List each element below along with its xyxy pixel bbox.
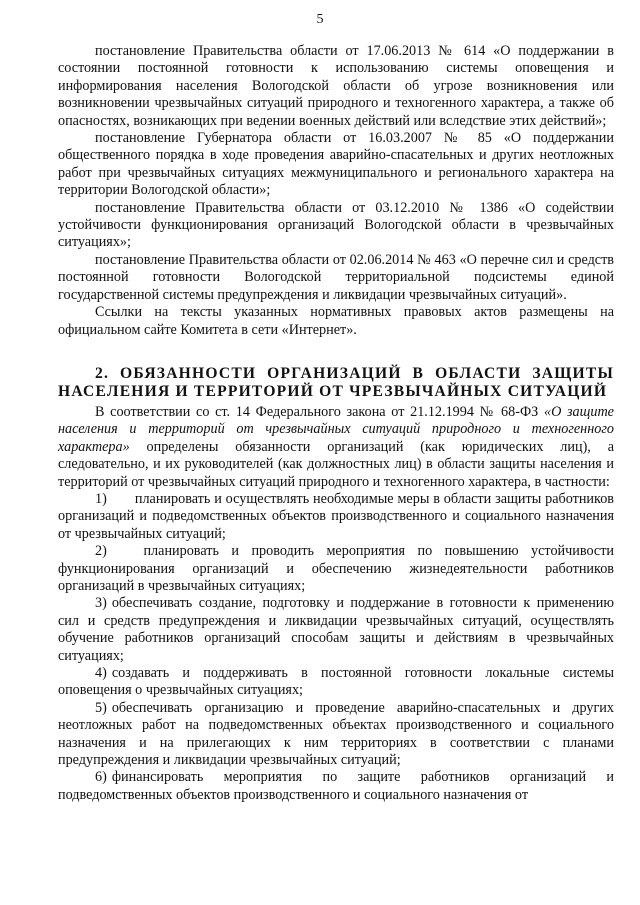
paragraph-decree-1386: постановление Правительства области от 03.12.2010 № 1386 «О содействии устойчивости функционирования организаций Вологодской области в чрезвычайных ситуациях»; bbox=[58, 199, 614, 251]
list-item-text: финансировать мероприятия по защите работников организаций и подведомственных объектов производственного и социального назначения от bbox=[58, 769, 614, 803]
list-item-2 bbox=[58, 543, 614, 595]
list-item-number: 1) bbox=[95, 490, 107, 507]
list-item-text: создавать и поддерживать в постоянной готовности локальные системы оповещения о чрезвычайных ситуациях; bbox=[58, 665, 614, 699]
intro-text-after: определены обязанности организаций (как юридических лиц), а следовательно, и их руководителей (как должностных лиц) в области защиты населения и территорий от чрезвычайных ситуаций природного и техногенного характера, в частности: bbox=[58, 438, 614, 490]
list-item-text: планировать и проводить мероприятия по повышению устойчивости функционирования организаций и обеспечению жизнедеятельности работников организаций в чрезвычайных ситуациях; bbox=[58, 543, 615, 594]
page-number: 5 bbox=[316, 12, 324, 27]
document-body bbox=[58, 43, 614, 804]
intro-text-before: В соответствии со ст. 14 Федерального закона от 21.12.1994 № 68-ФЗ bbox=[95, 403, 544, 420]
list-item-1 bbox=[58, 491, 614, 543]
section-heading: 2. ОБЯЗАННОСТИ ОРГАНИЗАЦИЙ В ОБЛАСТИ ЗАЩИТЫ НАСЕЛЕНИЯ И ТЕРРИТОРИЙ ОТ ЧРЕЗВЫЧАЙНЫХ СИТУАЦИЙ bbox=[58, 364, 614, 400]
list-item-text: планировать и осуществлять необходимые меры в области защиты работников организаций и подведомственных объектов производственного и социального назначения от чрезвычайных ситуаций; bbox=[58, 490, 614, 542]
list-item-number: 4) bbox=[95, 665, 107, 681]
law-title: «О защите населения и территорий от чрезвычайных ситуаций природного и техногенного характера» bbox=[58, 403, 614, 455]
list-item-6 bbox=[58, 769, 614, 804]
list-item-text: обеспечивать организацию и проведение аварийно-спасательных и других неотложных работ на подведомственных объектах производственного и социального назначения и на прилегающих к ним территориях в соответствии с планами предупреждения и ликвидации чрезвычайных ситуаций; bbox=[58, 699, 614, 769]
list-item-number: 6) bbox=[95, 769, 107, 786]
list-item-3 bbox=[58, 595, 614, 665]
list-item-5 bbox=[58, 700, 614, 770]
paragraph-decree-463: постановление Правительства области от 02.06.2014 № 463 «О перечне сил и средств постоянной готовности Вологодской территориальной подсистемы единой государственной системы предупреждения и ликвидации чрезвычайных ситуаций». bbox=[58, 251, 614, 303]
list-item-4 bbox=[58, 665, 614, 700]
list-item-number: 2) bbox=[95, 543, 107, 560]
paragraph-decree-614: постановление Правительства области от 17.06.2013 № 614 «О поддержании в состоянии постоянной готовности к использованию системы оповещения и информирования населения Вологодской области об угрозе возникновения или возникновении чрезвычайных ситуаций природного и техногенного характера, а также об опасностях, возникающих при ведении военных действий или вследствие этих действий»; bbox=[58, 43, 614, 129]
list-item-number: 3) bbox=[95, 595, 107, 612]
paragraph-decree-85: постановление Губернатора области от 16.03.2007 № 85 «О поддержании общественного порядка в ходе проведения аварийно-спасательных и других неотложных работ при чрезвычайных ситуациях межмуниципального и регионального характера на территории Вологодской области»; bbox=[58, 130, 614, 199]
paragraph-links-note: Ссылки на тексты указанных нормативных правовых актов размещены на официальном сайте Комитета в сети «Интернет». bbox=[58, 304, 614, 338]
section-intro bbox=[58, 404, 614, 491]
list-item-text: обеспечивать создание, подготовку и поддержание в готовности к применению сил и средств предупреждения и ликвидации чрезвычайных ситуаций, осуществлять обучение работников организаций способам защиты и действиям в чрезвычайных ситуациях; bbox=[58, 595, 614, 664]
list-item-number: 5) bbox=[95, 699, 107, 716]
